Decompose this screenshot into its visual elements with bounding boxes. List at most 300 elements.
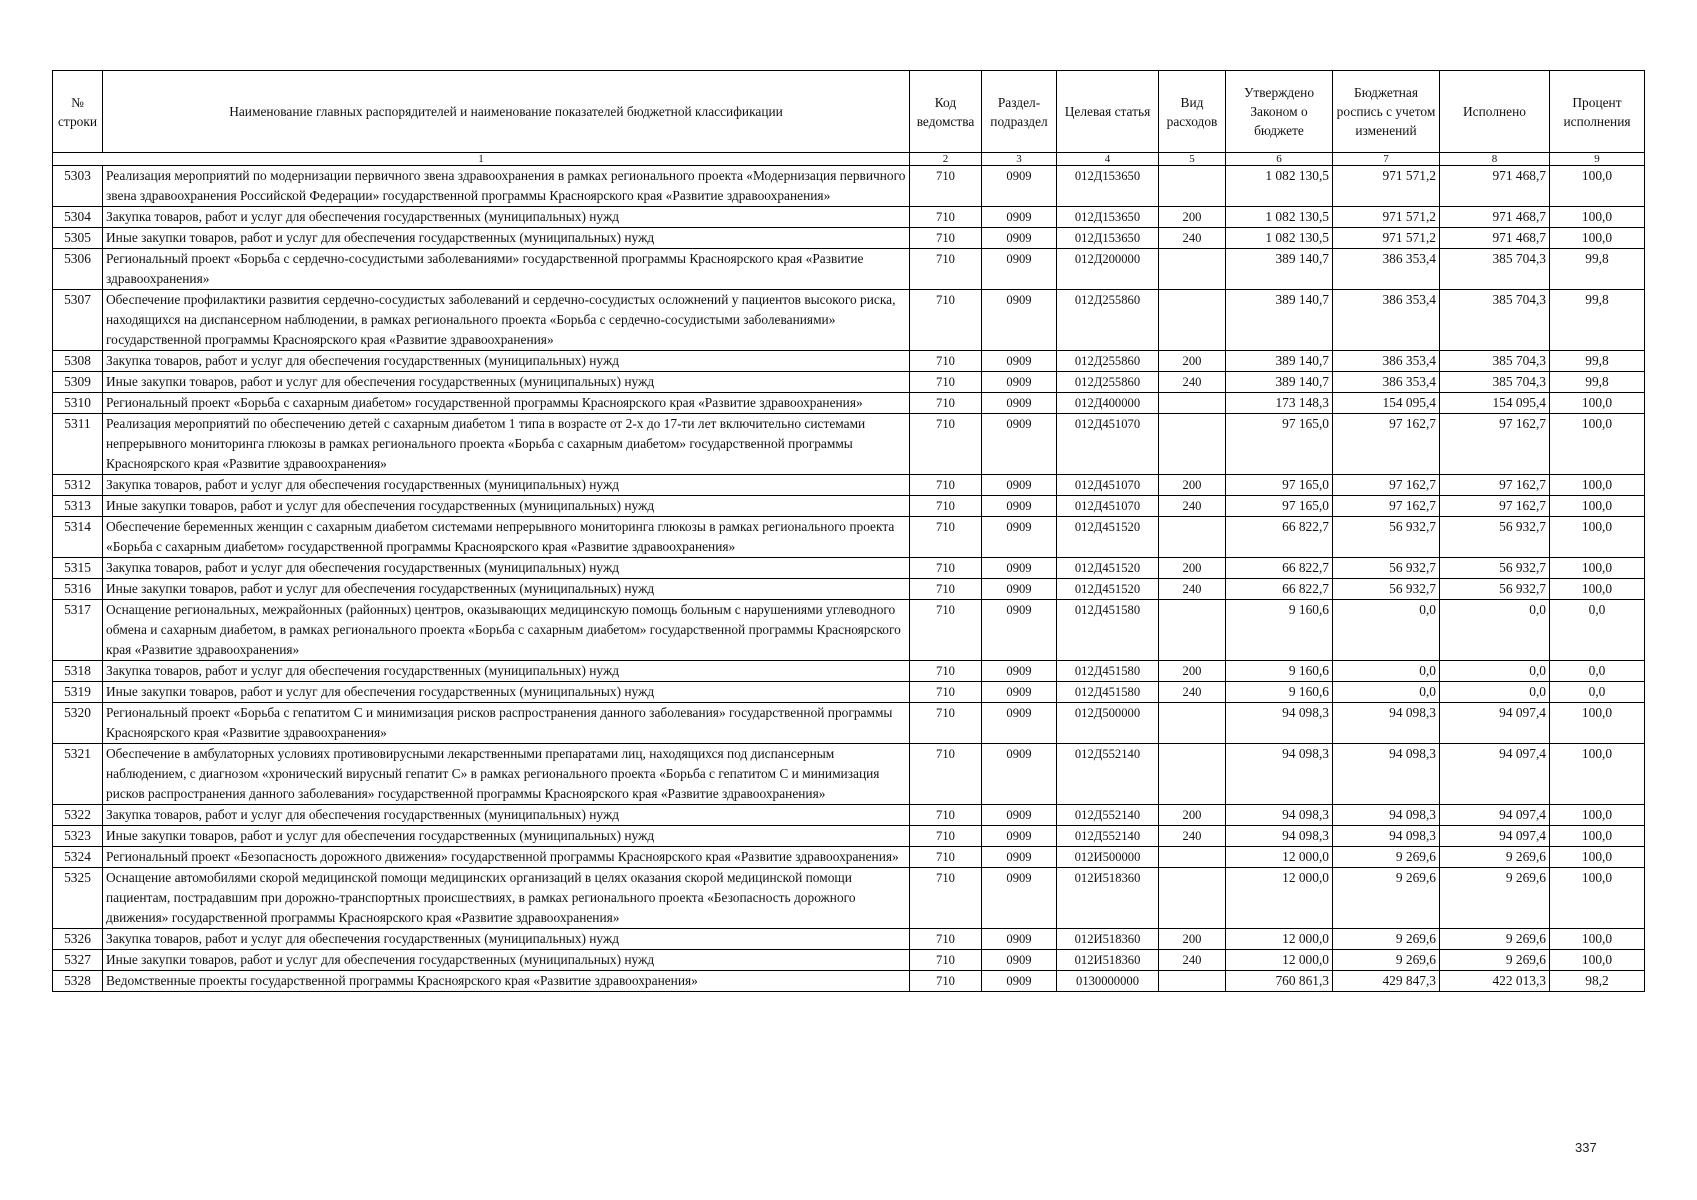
dept-code: 710 [910, 826, 982, 847]
percent-executed: 100,0 [1550, 414, 1645, 475]
percent-executed: 100,0 [1550, 517, 1645, 558]
target-item: 012Д451580 [1057, 682, 1159, 703]
percent-executed: 0,0 [1550, 682, 1645, 703]
row-number: 5327 [53, 950, 103, 971]
percent-executed: 100,0 [1550, 868, 1645, 929]
expense-type: 200 [1159, 558, 1226, 579]
approved-amount: 1 082 130,5 [1226, 228, 1333, 249]
row-number: 5307 [53, 290, 103, 351]
expense-type: 200 [1159, 929, 1226, 950]
budget-amount: 386 353,4 [1333, 249, 1440, 290]
percent-executed: 100,0 [1550, 496, 1645, 517]
target-item: 012И518360 [1057, 868, 1159, 929]
section-code: 0909 [982, 847, 1057, 868]
section-code: 0909 [982, 393, 1057, 414]
dept-code: 710 [910, 393, 982, 414]
budget-amount: 0,0 [1333, 682, 1440, 703]
dept-code: 710 [910, 517, 982, 558]
indicator-name: Региональный проект «Безопасность дорожного движения» государственной программы Красноярского края «Развитие здравоохранения» [103, 847, 910, 868]
row-number: 5317 [53, 600, 103, 661]
header-row-no: № строки [53, 71, 103, 153]
column-number: 8 [1440, 153, 1550, 166]
column-number: 3 [982, 153, 1057, 166]
indicator-name: Иные закупки товаров, работ и услуг для обеспечения государственных (муниципальных) нужд [103, 682, 910, 703]
expense-type [1159, 249, 1226, 290]
expense-type: 240 [1159, 579, 1226, 600]
executed-amount: 9 269,6 [1440, 950, 1550, 971]
table-row [53, 351, 1645, 372]
budget-amount: 94 098,3 [1333, 826, 1440, 847]
budget-amount: 94 098,3 [1333, 805, 1440, 826]
approved-amount: 97 165,0 [1226, 414, 1333, 475]
section-code: 0909 [982, 207, 1057, 228]
indicator-name: Реализация мероприятий по модернизации первичного звена здравоохранения в рамках регионального проекта «Модернизация первичного звена здравоохранения Российской Федерации» государственной программы Красноярского края «Развитие здравоохранения» [103, 166, 910, 207]
table-row [53, 496, 1645, 517]
column-number: 1 [53, 153, 910, 166]
approved-amount: 94 098,3 [1226, 805, 1333, 826]
percent-executed: 99,8 [1550, 290, 1645, 351]
budget-amount: 97 162,7 [1333, 475, 1440, 496]
target-item: 012Д255860 [1057, 372, 1159, 393]
approved-amount: 760 861,3 [1226, 971, 1333, 992]
budget-amount: 9 269,6 [1333, 929, 1440, 950]
row-number: 5315 [53, 558, 103, 579]
section-code: 0909 [982, 228, 1057, 249]
indicator-name: Закупка товаров, работ и услуг для обеспечения государственных (муниципальных) нужд [103, 351, 910, 372]
table-row [53, 744, 1645, 805]
indicator-name: Иные закупки товаров, работ и услуг для обеспечения государственных (муниципальных) нужд [103, 950, 910, 971]
budget-amount: 971 571,2 [1333, 166, 1440, 207]
expense-type: 200 [1159, 207, 1226, 228]
executed-amount: 9 269,6 [1440, 868, 1550, 929]
header-dept-code: Код ведомства [910, 71, 982, 153]
percent-executed: 0,0 [1550, 661, 1645, 682]
table-row [53, 517, 1645, 558]
row-number: 5304 [53, 207, 103, 228]
target-item: 012Д451520 [1057, 579, 1159, 600]
approved-amount: 12 000,0 [1226, 950, 1333, 971]
percent-executed: 99,8 [1550, 249, 1645, 290]
indicator-name: Ведомственные проекты государственной программы Красноярского края «Развитие здравоохранения» [103, 971, 910, 992]
section-code: 0909 [982, 703, 1057, 744]
executed-amount: 56 932,7 [1440, 517, 1550, 558]
expense-type: 240 [1159, 372, 1226, 393]
percent-executed: 100,0 [1550, 475, 1645, 496]
budget-amount: 386 353,4 [1333, 290, 1440, 351]
percent-executed: 98,2 [1550, 971, 1645, 992]
section-code: 0909 [982, 682, 1057, 703]
executed-amount: 0,0 [1440, 661, 1550, 682]
header-target-item: Целевая статья [1057, 71, 1159, 153]
target-item: 012Д552140 [1057, 826, 1159, 847]
expense-type [1159, 868, 1226, 929]
budget-table [52, 70, 1645, 992]
section-code: 0909 [982, 249, 1057, 290]
column-number-row [53, 153, 1645, 166]
executed-amount: 385 704,3 [1440, 372, 1550, 393]
target-item: 012Д451070 [1057, 475, 1159, 496]
executed-amount: 94 097,4 [1440, 744, 1550, 805]
row-number: 5309 [53, 372, 103, 393]
approved-amount: 66 822,7 [1226, 558, 1333, 579]
indicator-name: Обеспечение беременных женщин с сахарным диабетом системами непрерывного мониторинга глюкозы в рамках регионального проекта «Борьба с сахарным диабетом» государственной программы Красноярского края «Развитие здравоохранения» [103, 517, 910, 558]
budget-amount: 56 932,7 [1333, 558, 1440, 579]
dept-code: 710 [910, 558, 982, 579]
approved-amount: 389 140,7 [1226, 290, 1333, 351]
table-row [53, 600, 1645, 661]
percent-executed: 100,0 [1550, 703, 1645, 744]
approved-amount: 97 165,0 [1226, 496, 1333, 517]
expense-type: 240 [1159, 496, 1226, 517]
executed-amount: 9 269,6 [1440, 929, 1550, 950]
indicator-name: Закупка товаров, работ и услуг для обеспечения государственных (муниципальных) нужд [103, 558, 910, 579]
approved-amount: 94 098,3 [1226, 703, 1333, 744]
indicator-name: Иные закупки товаров, работ и услуг для обеспечения государственных (муниципальных) нужд [103, 826, 910, 847]
executed-amount: 971 468,7 [1440, 207, 1550, 228]
table-row [53, 558, 1645, 579]
column-number: 6 [1226, 153, 1333, 166]
budget-amount: 97 162,7 [1333, 496, 1440, 517]
row-number: 5316 [53, 579, 103, 600]
section-code: 0909 [982, 166, 1057, 207]
row-number: 5313 [53, 496, 103, 517]
executed-amount: 97 162,7 [1440, 475, 1550, 496]
indicator-name: Обеспечение в амбулаторных условиях противовирусными лекарственными препаратами лиц, находящихся под диспансерным наблюдением, с диагнозом «хронический вирусный гепатит С» в рамках регионального проекта «Борьба с гепатитом С и минимизация рисков распространения данного заболевания» государственной программы Красноярского края «Развитие здравоохранения» [103, 744, 910, 805]
budget-amount: 971 571,2 [1333, 207, 1440, 228]
header-name: Наименование главных распорядителей и наименование показателей бюджетной классификации [103, 71, 910, 153]
section-code: 0909 [982, 971, 1057, 992]
approved-amount: 9 160,6 [1226, 600, 1333, 661]
executed-amount: 94 097,4 [1440, 703, 1550, 744]
budget-amount: 429 847,3 [1333, 971, 1440, 992]
dept-code: 710 [910, 166, 982, 207]
dept-code: 710 [910, 661, 982, 682]
table-row [53, 950, 1645, 971]
target-item: 012Д451520 [1057, 517, 1159, 558]
indicator-name: Закупка товаров, работ и услуг для обеспечения государственных (муниципальных) нужд [103, 805, 910, 826]
dept-code: 710 [910, 372, 982, 393]
header-budget-schedule: Бюджетная роспись с учетом изменений [1333, 71, 1440, 153]
approved-amount: 12 000,0 [1226, 929, 1333, 950]
percent-executed: 100,0 [1550, 166, 1645, 207]
table-row [53, 971, 1645, 992]
expense-type: 200 [1159, 805, 1226, 826]
approved-amount: 173 148,3 [1226, 393, 1333, 414]
column-number: 2 [910, 153, 982, 166]
budget-amount: 56 932,7 [1333, 517, 1440, 558]
target-item: 012Д451070 [1057, 414, 1159, 475]
approved-amount: 97 165,0 [1226, 475, 1333, 496]
section-code: 0909 [982, 826, 1057, 847]
target-item: 012Д153650 [1057, 166, 1159, 207]
dept-code: 710 [910, 600, 982, 661]
table-row [53, 826, 1645, 847]
row-number: 5321 [53, 744, 103, 805]
approved-amount: 12 000,0 [1226, 868, 1333, 929]
row-number: 5305 [53, 228, 103, 249]
approved-amount: 9 160,6 [1226, 682, 1333, 703]
table-row [53, 166, 1645, 207]
executed-amount: 94 097,4 [1440, 826, 1550, 847]
expense-type [1159, 744, 1226, 805]
approved-amount: 94 098,3 [1226, 744, 1333, 805]
indicator-name: Региональный проект «Борьба с гепатитом С и минимизация рисков распространения данного заболевания» государственной программы Красноярского края «Развитие здравоохранения» [103, 703, 910, 744]
table-row [53, 929, 1645, 950]
executed-amount: 154 095,4 [1440, 393, 1550, 414]
dept-code: 710 [910, 682, 982, 703]
dept-code: 710 [910, 579, 982, 600]
target-item: 012Д451580 [1057, 661, 1159, 682]
percent-executed: 100,0 [1550, 744, 1645, 805]
indicator-name: Закупка товаров, работ и услуг для обеспечения государственных (муниципальных) нужд [103, 475, 910, 496]
percent-executed: 100,0 [1550, 393, 1645, 414]
section-code: 0909 [982, 517, 1057, 558]
expense-type [1159, 971, 1226, 992]
row-number: 5319 [53, 682, 103, 703]
dept-code: 710 [910, 744, 982, 805]
target-item: 012Д200000 [1057, 249, 1159, 290]
section-code: 0909 [982, 744, 1057, 805]
approved-amount: 1 082 130,5 [1226, 166, 1333, 207]
header-executed: Исполнено [1440, 71, 1550, 153]
target-item: 012Д153650 [1057, 207, 1159, 228]
executed-amount: 385 704,3 [1440, 351, 1550, 372]
table-row [53, 249, 1645, 290]
column-number: 4 [1057, 153, 1159, 166]
percent-executed: 100,0 [1550, 950, 1645, 971]
target-item: 012Д451520 [1057, 558, 1159, 579]
section-code: 0909 [982, 868, 1057, 929]
table-row [53, 228, 1645, 249]
percent-executed: 100,0 [1550, 558, 1645, 579]
target-item: 012Д451580 [1057, 600, 1159, 661]
expense-type [1159, 847, 1226, 868]
budget-amount: 94 098,3 [1333, 703, 1440, 744]
target-item: 012Д552140 [1057, 805, 1159, 826]
table-row [53, 703, 1645, 744]
dept-code: 710 [910, 868, 982, 929]
executed-amount: 94 097,4 [1440, 805, 1550, 826]
row-number: 5310 [53, 393, 103, 414]
dept-code: 710 [910, 475, 982, 496]
percent-executed: 99,8 [1550, 351, 1645, 372]
expense-type [1159, 703, 1226, 744]
table-row [53, 661, 1645, 682]
target-item: 012Д500000 [1057, 703, 1159, 744]
column-number: 7 [1333, 153, 1440, 166]
section-code: 0909 [982, 414, 1057, 475]
row-number: 5314 [53, 517, 103, 558]
percent-executed: 100,0 [1550, 826, 1645, 847]
row-number: 5322 [53, 805, 103, 826]
row-number: 5326 [53, 929, 103, 950]
budget-amount: 9 269,6 [1333, 847, 1440, 868]
executed-amount: 385 704,3 [1440, 290, 1550, 351]
indicator-name: Иные закупки товаров, работ и услуг для обеспечения государственных (муниципальных) нужд [103, 228, 910, 249]
expense-type: 200 [1159, 661, 1226, 682]
table-row [53, 475, 1645, 496]
indicator-name: Закупка товаров, работ и услуг для обеспечения государственных (муниципальных) нужд [103, 929, 910, 950]
row-number: 5303 [53, 166, 103, 207]
executed-amount: 0,0 [1440, 682, 1550, 703]
approved-amount: 389 140,7 [1226, 249, 1333, 290]
expense-type: 200 [1159, 475, 1226, 496]
indicator-name: Оснащение региональных, межрайонных (районных) центров, оказывающих медицинскую помощь больным с нарушениями углеводного обмена и сахарным диабетом, в рамках регионального проекта «Борьба с сахарным диабетом» государственной программы Красноярского края «Развитие здравоохранения» [103, 600, 910, 661]
budget-amount: 386 353,4 [1333, 372, 1440, 393]
table-row [53, 579, 1645, 600]
dept-code: 710 [910, 847, 982, 868]
row-number: 5323 [53, 826, 103, 847]
budget-amount: 154 095,4 [1333, 393, 1440, 414]
indicator-name: Закупка товаров, работ и услуг для обеспечения государственных (муниципальных) нужд [103, 661, 910, 682]
section-code: 0909 [982, 579, 1057, 600]
target-item: 012И518360 [1057, 929, 1159, 950]
header-approved: Утверждено Законом о бюджете [1226, 71, 1333, 153]
target-item: 012Д552140 [1057, 744, 1159, 805]
target-item: 012Д153650 [1057, 228, 1159, 249]
table-row [53, 393, 1645, 414]
indicator-name: Иные закупки товаров, работ и услуг для обеспечения государственных (муниципальных) нужд [103, 372, 910, 393]
dept-code: 710 [910, 950, 982, 971]
dept-code: 710 [910, 971, 982, 992]
expense-type [1159, 166, 1226, 207]
target-item: 012Д255860 [1057, 351, 1159, 372]
percent-executed: 100,0 [1550, 579, 1645, 600]
indicator-name: Региональный проект «Борьба с сахарным диабетом» государственной программы Красноярского края «Развитие здравоохранения» [103, 393, 910, 414]
row-number: 5306 [53, 249, 103, 290]
budget-amount: 0,0 [1333, 600, 1440, 661]
budget-amount: 9 269,6 [1333, 868, 1440, 929]
indicator-name: Иные закупки товаров, работ и услуг для обеспечения государственных (муниципальных) нужд [103, 496, 910, 517]
executed-amount: 422 013,3 [1440, 971, 1550, 992]
header-row [53, 71, 1645, 153]
executed-amount: 0,0 [1440, 600, 1550, 661]
section-code: 0909 [982, 805, 1057, 826]
budget-amount: 56 932,7 [1333, 579, 1440, 600]
dept-code: 710 [910, 414, 982, 475]
approved-amount: 94 098,3 [1226, 826, 1333, 847]
dept-code: 710 [910, 228, 982, 249]
table-row [53, 290, 1645, 351]
executed-amount: 385 704,3 [1440, 249, 1550, 290]
row-number: 5324 [53, 847, 103, 868]
row-number: 5311 [53, 414, 103, 475]
indicator-name: Закупка товаров, работ и услуг для обеспечения государственных (муниципальных) нужд [103, 207, 910, 228]
dept-code: 710 [910, 249, 982, 290]
section-code: 0909 [982, 351, 1057, 372]
dept-code: 710 [910, 351, 982, 372]
row-number: 5320 [53, 703, 103, 744]
row-number: 5308 [53, 351, 103, 372]
table-row [53, 207, 1645, 228]
percent-executed: 100,0 [1550, 847, 1645, 868]
table-row [53, 868, 1645, 929]
indicator-name: Реализация мероприятий по обеспечению детей с сахарным диабетом 1 типа в возрасте от 2-х до 17-ти лет включительно системами непрерывного мониторинга глюкозы в рамках регионального проекта «Борьба с сахарным диабетом» государственной программы Красноярского края «Развитие здравоохранения» [103, 414, 910, 475]
section-code: 0909 [982, 496, 1057, 517]
executed-amount: 97 162,7 [1440, 414, 1550, 475]
percent-executed: 0,0 [1550, 600, 1645, 661]
approved-amount: 389 140,7 [1226, 372, 1333, 393]
target-item: 012И500000 [1057, 847, 1159, 868]
header-percent: Процент исполнения [1550, 71, 1645, 153]
expense-type: 200 [1159, 351, 1226, 372]
row-number: 5318 [53, 661, 103, 682]
row-number: 5328 [53, 971, 103, 992]
section-code: 0909 [982, 558, 1057, 579]
dept-code: 710 [910, 290, 982, 351]
approved-amount: 1 082 130,5 [1226, 207, 1333, 228]
executed-amount: 9 269,6 [1440, 847, 1550, 868]
expense-type [1159, 290, 1226, 351]
executed-amount: 56 932,7 [1440, 579, 1550, 600]
executed-amount: 56 932,7 [1440, 558, 1550, 579]
dept-code: 710 [910, 805, 982, 826]
expense-type [1159, 600, 1226, 661]
indicator-name: Иные закупки товаров, работ и услуг для обеспечения государственных (муниципальных) нужд [103, 579, 910, 600]
budget-amount: 94 098,3 [1333, 744, 1440, 805]
section-code: 0909 [982, 600, 1057, 661]
table-row [53, 682, 1645, 703]
approved-amount: 9 160,6 [1226, 661, 1333, 682]
dept-code: 710 [910, 496, 982, 517]
approved-amount: 66 822,7 [1226, 579, 1333, 600]
table-row [53, 372, 1645, 393]
section-code: 0909 [982, 950, 1057, 971]
budget-amount: 386 353,4 [1333, 351, 1440, 372]
expense-type [1159, 517, 1226, 558]
expense-type [1159, 414, 1226, 475]
percent-executed: 100,0 [1550, 207, 1645, 228]
target-item: 012Д400000 [1057, 393, 1159, 414]
header-expense-type: Вид расходов [1159, 71, 1226, 153]
executed-amount: 97 162,7 [1440, 496, 1550, 517]
table-row [53, 847, 1645, 868]
section-code: 0909 [982, 475, 1057, 496]
target-item: 012И518360 [1057, 950, 1159, 971]
executed-amount: 971 468,7 [1440, 228, 1550, 249]
percent-executed: 99,8 [1550, 372, 1645, 393]
indicator-name: Обеспечение профилактики развития сердечно-сосудистых заболеваний и сердечно-сосудистых осложнений у пациентов высокого риска, находящихся на диспансерном наблюдении, в рамках регионального проекта «Борьба с сердечно-сосудистыми заболеваниями» государственной программы Красноярского края «Развитие здравоохранения» [103, 290, 910, 351]
table-body [53, 166, 1645, 992]
table-row [53, 805, 1645, 826]
dept-code: 710 [910, 207, 982, 228]
table-row [53, 414, 1645, 475]
budget-amount: 97 162,7 [1333, 414, 1440, 475]
indicator-name: Оснащение автомобилями скорой медицинской помощи медицинских организаций в целях оказания скорой медицинской помощи пациентам, пострадавшим при дорожно-транспортных происшествиях, в рамках регионального проекта «Безопасность дорожного движения» государственной программы Красноярского края «Развитие здравоохранения» [103, 868, 910, 929]
budget-amount: 9 269,6 [1333, 950, 1440, 971]
section-code: 0909 [982, 929, 1057, 950]
budget-amount: 971 571,2 [1333, 228, 1440, 249]
section-code: 0909 [982, 372, 1057, 393]
row-number: 5312 [53, 475, 103, 496]
expense-type [1159, 393, 1226, 414]
page-number: 337 [1575, 1140, 1597, 1155]
column-number: 5 [1159, 153, 1226, 166]
expense-type: 240 [1159, 950, 1226, 971]
dept-code: 710 [910, 929, 982, 950]
budget-amount: 0,0 [1333, 661, 1440, 682]
approved-amount: 389 140,7 [1226, 351, 1333, 372]
percent-executed: 100,0 [1550, 228, 1645, 249]
header-section: Раздел-подраздел [982, 71, 1057, 153]
section-code: 0909 [982, 290, 1057, 351]
expense-type: 240 [1159, 826, 1226, 847]
executed-amount: 971 468,7 [1440, 166, 1550, 207]
row-number: 5325 [53, 868, 103, 929]
target-item: 012Д255860 [1057, 290, 1159, 351]
percent-executed: 100,0 [1550, 805, 1645, 826]
column-number: 9 [1550, 153, 1645, 166]
